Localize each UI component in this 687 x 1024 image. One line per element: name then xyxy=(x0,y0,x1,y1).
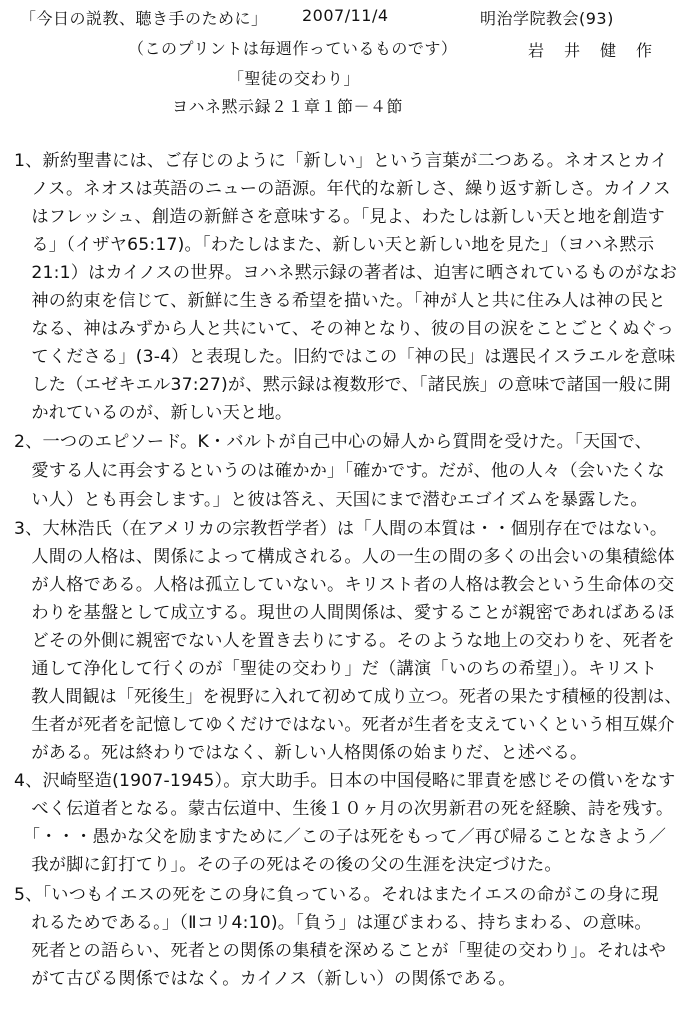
body-line: ノス。ネオスは英語のニューの語源。年代的な新しさ、繰り返す新しさ。カイノス xyxy=(14,179,671,199)
sermon-title: 「聖徒の交わり」 xyxy=(228,69,361,88)
body-line: なる、神はみずから人と共にいて、その神となり、彼の目の涙をことごとくぬぐっ xyxy=(14,319,675,339)
body-line: 我が脚に釘打てり」。その子の死はその後の父の生涯を決定づけた。 xyxy=(14,855,562,875)
body-line: かれているのが、新しい天と地。 xyxy=(14,403,293,423)
body-line: 3、大林浩氏（在アメリカの宗教哲学者）は「人間の本質は・・個別存在ではない。 xyxy=(14,519,668,539)
body-line: 21:1）はカイノスの世界。ヨハネ黙示録の著者は、迫害に晒されているものがなお xyxy=(14,263,678,283)
series-title: 「今日の説教、聴き手のために」 xyxy=(20,9,268,28)
body-line: 人間の人格は、関係によって構成される。人の一生の間の多くの出会いの集積総体 xyxy=(14,547,675,567)
church-name: 明治学院教会(93) xyxy=(480,9,614,28)
body-line: 5、「いつもイエスの死をこの身に負っている。それはまたイエスの命がこの身に現 xyxy=(14,885,659,905)
body-line: 神の約束を信じて、新鮮に生きる希望を描いた。「神が人と共に住み人は神の民と xyxy=(14,291,666,311)
print-note: （このプリントは毎週作っているものです） xyxy=(128,39,458,58)
body-line: どその外側に親密でない人を置き去りにする。そのような地上の交わりを、死者を xyxy=(14,631,675,651)
body-line: 通して浄化して行くのが「聖徒の交わり」だ（講演「いのちの希望」）。キリスト xyxy=(14,659,658,679)
body-line: 4、沢崎堅造(1907-1945）。京大助手。日本の中国侵略に罪責を感じその償いをなす xyxy=(14,771,676,791)
body-line: 1、新約聖書には、ご存じのように「新しい」という言葉が二つある。ネオスとカイ xyxy=(14,151,668,171)
body-line: がある。死は終わりではなく、新しい人格関係の始まりだ、と述べる。 xyxy=(14,743,588,763)
author-name: 岩 井 健 作 xyxy=(528,41,655,60)
body-line: 死者との語らい、死者との関係の集積を深めることが「聖徒の交わり」。それはや xyxy=(14,941,667,961)
body-line: 「・・・愚かな父を励ますために／この子は死をもって／再び帰ることなきよう／ xyxy=(14,827,667,847)
body-line: わりを基盤として成立する。現世の人間関係は、愛することが親密であればあるほ xyxy=(14,603,675,623)
body-line: 愛する人に再会するというのは確かか」「確かです。だが、他の人々（会いたくな xyxy=(14,461,665,481)
body-line: がて古びる関係ではなく。カイノス（新しい）の関係である。 xyxy=(14,969,516,989)
date: 2007/11/4 xyxy=(302,6,389,25)
body-line: 2、一つのエピソード。K・バルトが自己中心の婦人から質問を受けた。「天国で、 xyxy=(14,432,653,452)
body-line: が人格である。人格は孤立していない。キリスト者の人格は教会という生命体の交 xyxy=(14,575,675,595)
body-line: べく伝道者となる。蒙古伝道中、生後１０ヶ月の次男新君の死を経験、詩を残す。 xyxy=(14,799,674,819)
body-line: 教人間観は「死後生」を視野に入れて初めて成り立つ。死者の果たす積極的役割は、 xyxy=(14,686,682,706)
body-line: した（エゼキエル37:27)が、黙示録は複数形で、「諸民族」の意味で諸国一般に開 xyxy=(14,375,672,395)
scripture-reference: ヨハネ黙示録２１章１節－４節 xyxy=(172,97,404,116)
body-line: てくださる」(3-4）と表現した。旧約ではこの「神の民」は選民イスラエルを意味 xyxy=(14,347,676,367)
body-line: 生者が死者を記憶してゆくだけではない。死者が生者を支えていくという相互媒介 xyxy=(14,715,675,735)
body-line: る」（イザヤ65:17)。「わたしはまた、新しい天と新しい地を見た」（ヨハネ黙示 xyxy=(14,235,655,255)
body-line: はフレッシュ、創造の新鮮さを意味する。「見よ、わたしは新しい天と地を創造す xyxy=(14,207,665,227)
body-line: い人）とも再会します。」と彼は答え、天国にまで潜むエゴイズムを暴露した。 xyxy=(14,490,648,510)
body-line: れるためである。」（Ⅱコリ4:10)。「負う」は運びまわる、持ちまわる、の意味。 xyxy=(14,913,652,933)
